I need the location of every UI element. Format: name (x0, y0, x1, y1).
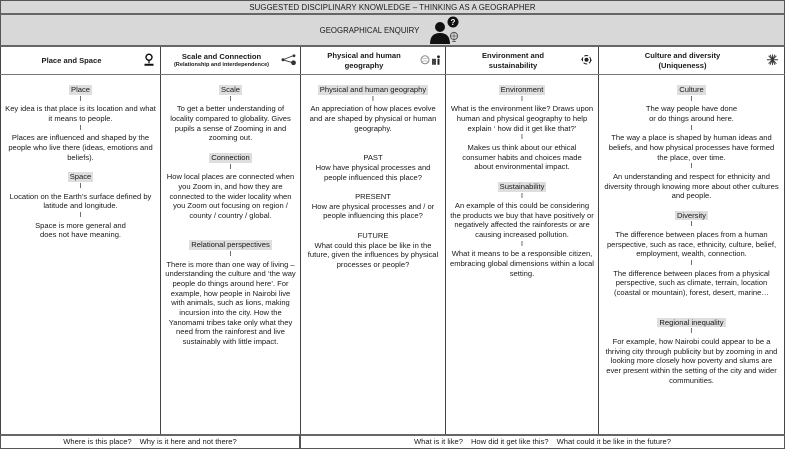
separator: I (229, 251, 232, 259)
text-block: There is more than one way of living – understanding the culture and ‘the way people do things around here’. For example, how people in Nairobi live with animals, such as lions, making incursion into the city. How the Yanomami tribes take only what they need from the rainforest and live sustainably with little impact. (165, 259, 296, 346)
timeline-label-present: PRESENT (355, 192, 391, 202)
text-block: How local places are connected when you Zoom in, and how they are connected to the wider locality when you Zoom out focusing on region / county / country / global. (166, 172, 295, 220)
text-block: To get a better understanding of locality compared to globality. Gives pupils a sense of Zooming in and zooming out. (170, 104, 291, 143)
svg-text:?: ? (450, 18, 456, 27)
text-block: An understanding and respect for ethnicity and diversity through knowing more about other cultures and people. (604, 171, 779, 201)
separator: I (521, 95, 523, 103)
column-physical-and-human-geography (300, 75, 445, 434)
section-tag-regional-inequality: Regional inequality (659, 317, 724, 327)
page-title: SUGGESTED DISCIPLINARY KNOWLEDGE – THINKING AS A GEOGRAPHER (0, 0, 785, 15)
section-tag-place: Place (71, 85, 90, 94)
spacer (305, 221, 441, 231)
text-block: The difference between places from a physical perspective, such as climate, terrain, location (coastal or mountain), forest, desert, marine… (613, 268, 770, 298)
heading-text: Environment and sustainability (481, 51, 545, 70)
heading-physical-and-human-geography (300, 47, 445, 74)
heading-environment-and-sustainability (445, 47, 598, 74)
heading-text: Place and Space (41, 55, 102, 65)
spacer (450, 172, 594, 182)
column-culture-and-diversity (598, 75, 785, 434)
text-block: The difference between places from a human perspective, such as race, ethnicity, culture, belief, employment, wealth, connection. (606, 230, 777, 259)
enquiry-label: GEOGRAPHICAL ENQUIRY (319, 26, 420, 36)
map-pin-icon (144, 53, 154, 68)
heading-culture-and-diversity (598, 47, 785, 74)
timeline-text-past: How have physical processes and people influenced this place? (315, 162, 431, 182)
heading-text: Culture and diversity (644, 51, 721, 61)
column-scale-and-connection (160, 75, 300, 434)
footer-questions-right (300, 434, 785, 449)
separator: I (690, 95, 693, 103)
heading-text-wrap (174, 52, 269, 68)
heading-subtext: (Uniqueness) (658, 60, 707, 70)
heading-text: Scale and Connection (181, 52, 262, 62)
footer-question: How did it get like this? (470, 437, 549, 446)
spacer (603, 298, 780, 318)
spacer (305, 182, 441, 192)
separator: I (229, 163, 232, 171)
heading-scale-and-connection (160, 47, 300, 74)
timeline-text-future: What could this place be like in the future, given the influences by physical processes or people? (307, 240, 439, 270)
separator: I (229, 95, 232, 103)
section-tag-scale: Scale (221, 85, 240, 94)
section-tag-sustainability: Sustainability (499, 181, 545, 191)
recycle-globe-icon (581, 54, 592, 67)
column-headings (0, 47, 785, 74)
section-tag-culture: Culture (679, 85, 704, 94)
person-question-globe-icon (429, 15, 465, 45)
section-tag-connection: Connection (211, 152, 250, 162)
timeline-label-future: FUTURE (357, 231, 389, 241)
text-block: Location on the Earth’s surface defined by latitude and longitude. (9, 191, 152, 211)
text-block: Makes us think about our ethical consumer habits and choices made about environmental impact. (462, 142, 582, 172)
heading-subtext: (Relationship and interdependence) (173, 61, 270, 68)
text-block: For example, how Nairobi could appear to be a thriving city through publicity but by zooming in and looking more closely how poverty and slums are ever present within the setting of the city and wider communities. (605, 337, 778, 385)
text-block: Space is more general and does not have meaning. (35, 220, 126, 240)
heading-text: Physical and human geography (327, 51, 401, 70)
separator: I (79, 95, 82, 103)
column-environment-and-sustainability (445, 75, 598, 434)
text-block: What it means to be a responsible citizen, embracing global dimensions within a local setting. (450, 249, 594, 278)
timeline-text-present: How are physical processes and / or people influencing this place? (311, 201, 435, 221)
separator: I (521, 192, 523, 200)
enquiry-banner (0, 15, 785, 47)
section-tag-physical-and-human-geography: Physical and human geography (319, 85, 427, 94)
globe-and-person-icon (420, 53, 442, 67)
column-place-and-space (0, 75, 160, 434)
separator: I (372, 95, 374, 103)
footer-questions-left (0, 434, 300, 449)
column-bodies (0, 74, 785, 434)
text-block: An example of this could be considering the products we buy that have positively or negatively affected the rainforests or are causing increased pollution. (450, 201, 594, 240)
footer-question: What could it be like in the future? (556, 437, 672, 446)
section-tag-environment: Environment (500, 85, 544, 94)
separator: I (690, 260, 693, 268)
spacer (5, 162, 156, 172)
text-block: An appreciation of how places evolve and are shaped by physical or human geography. (309, 104, 437, 133)
section-tag-relational-perspectives: Relational perspectives (191, 240, 270, 250)
footer-question: Why is it here and not there? (139, 437, 237, 446)
text-block: What is the environment like? Draws upon human and physical geography to help explain ‘ how did it get like that?’ (450, 104, 594, 133)
heading-place-and-space (0, 47, 160, 74)
separator: I (690, 163, 693, 171)
separator: I (690, 124, 693, 132)
separator: I (690, 221, 693, 229)
text-block: Places are influenced and shaped by the people who live there (ideas, emotions and beliefs). (8, 133, 153, 162)
heading-text-wrap (645, 51, 721, 70)
spacer (603, 201, 780, 211)
separator: I (79, 182, 82, 190)
separator: I (521, 134, 523, 142)
text-block: Key idea is that place is its location and what it means to people. (5, 104, 156, 123)
spacer (305, 133, 441, 153)
footer-question: What is it like? (413, 437, 463, 446)
section-tag-diversity: Diversity (676, 210, 707, 220)
timeline-label-past: PAST (363, 153, 383, 163)
separator: I (690, 328, 693, 336)
section-tag-space: Space (69, 172, 92, 182)
separator: I (521, 240, 523, 248)
network-connection-icon (281, 53, 297, 67)
text-block: The way a place is shaped by human ideas and beliefs, and how physical processes have formed the place, over time. (608, 133, 775, 162)
starburst-icon (767, 54, 778, 67)
spacer (165, 143, 296, 153)
text-block: The way people have done or do things around here. (645, 104, 738, 123)
spacer (165, 220, 296, 240)
footer-question: Where is this place? (63, 437, 132, 446)
separator: I (79, 211, 82, 219)
separator: I (79, 124, 82, 132)
